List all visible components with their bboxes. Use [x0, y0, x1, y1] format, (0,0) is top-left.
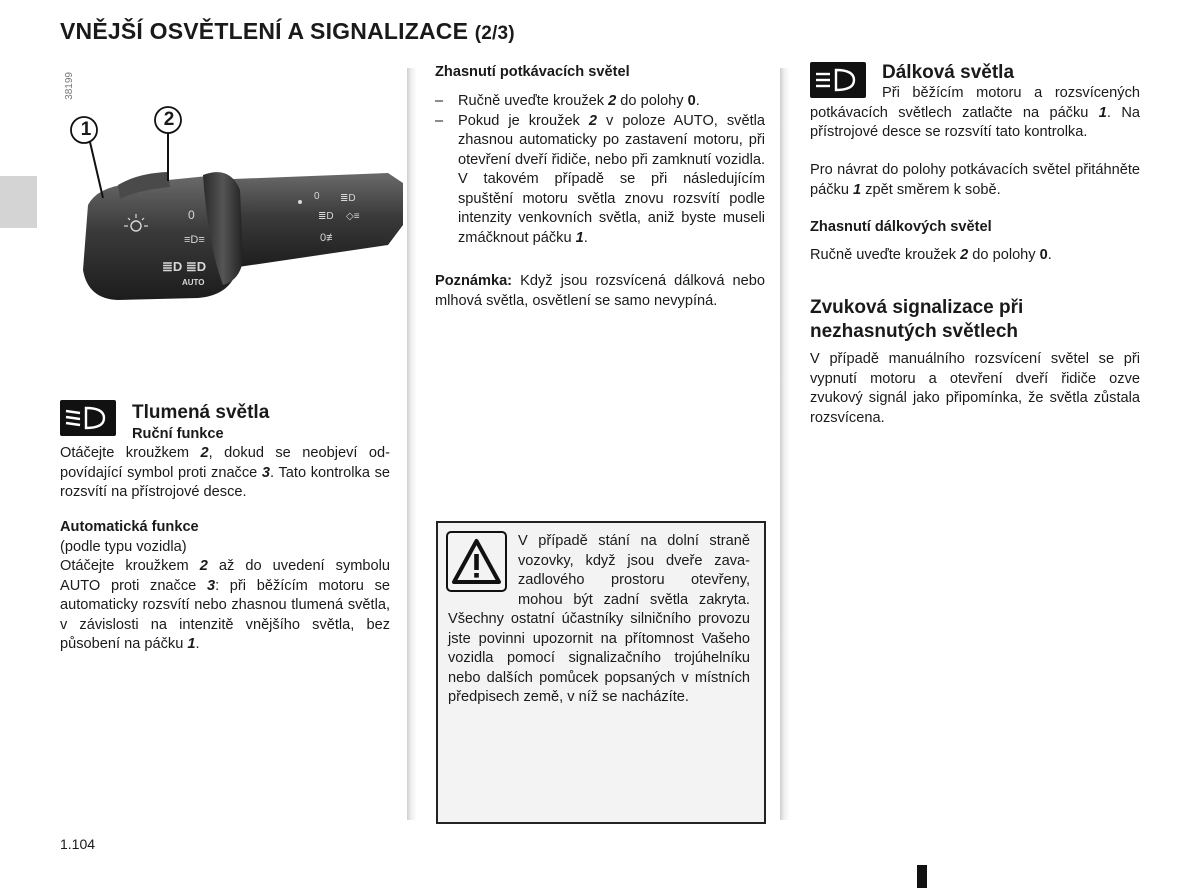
callout-2-label: 2 — [163, 109, 175, 130]
note-label: Poznámka: — [435, 273, 513, 289]
manual-function-heading: Ruční funkce — [132, 426, 224, 442]
svg-text:≣D: ≣D — [318, 211, 334, 222]
svg-text:0: 0 — [314, 191, 320, 202]
auto-function-heading: Automatická funkce — [60, 519, 199, 535]
page-title-text: VNĚJŠÍ OSVĚTLENÍ A SIGNALIZACE — [60, 18, 469, 44]
auto-function-note: (podle typu vozidla) — [60, 539, 187, 555]
switch-off-list — [435, 92, 765, 248]
chapter-tab — [0, 176, 37, 228]
high-beam-off-heading: Zhasnutí dálkových světel — [810, 219, 992, 235]
sound-signal-text: V případě manuálního rozsvícení světel se při vypnutí motoru a otevření dveří řidiče ozve zvukový signál jako připomínka, že světla zůstala rozsvícena. — [810, 351, 1140, 426]
figure-ref-number: 38199 — [64, 72, 75, 100]
stalk-body — [83, 172, 403, 300]
page-title — [60, 18, 515, 45]
callout-1-label: 1 — [80, 119, 92, 140]
note-text: Poznámka: Když jsou rozsvícená dálková nebo mlhová světla, osvětlení se samo nevypíná. — [435, 273, 765, 309]
corner-mark — [917, 865, 927, 888]
low-beam-heading: Tlumená světla — [132, 402, 270, 423]
light-switch-figure — [58, 95, 403, 310]
manual-function-text: Otáčejte kroužkem 2, dokud se neobjeví odpovídající symbol proti značce 3. Tato kontrolka se rozsvítí na přístrojové desce. — [60, 445, 391, 500]
list-item: – Ručně uveďte kroužek 2 do polohy 0. — [435, 92, 765, 112]
svg-text:0≢: 0≢ — [320, 232, 338, 244]
svg-text:0: 0 — [188, 208, 195, 222]
high-beam-off-text: Ručně uveďte kroužek 2 do polohy 0. — [810, 247, 1052, 263]
auto-function-text: Otáčejte kroužkem 2 až do uvedení symbolu AUTO proti značce 3: při běžícím motoru se automaticky rozsvítí nebo zhasnou tlumená světla, v závislosti na intenzitě vnějšího světla, bez působení na páčku 1. — [60, 558, 391, 652]
svg-text:≣D: ≣D — [340, 193, 356, 204]
svg-text:AUTO: AUTO — [182, 278, 205, 287]
page-number: 1.104 — [60, 836, 96, 852]
svg-text:◇≡: ◇≡ — [346, 211, 360, 222]
low-beam-headlight-icon — [60, 400, 116, 436]
high-beam-return-text: Pro návrat do polohy potkávacích světel přitáhněte páčku 1 zpět směrem k sobě. — [810, 162, 1140, 198]
sound-signal-heading: Zvuková signalizace při nezhasnutých světlech — [810, 297, 1024, 342]
high-beam-heading: Dálková světla — [882, 62, 1015, 83]
high-beam-text: Při běžícím motoru a rozsvícených potkávacích světlech zatlačte na páčku 1. Na přístrojové desce se rozsvítí tato kontrolka. — [810, 85, 1140, 140]
page-part: (2/3) — [474, 23, 515, 44]
warning-text: V případě stání na dolní straně vozovky, když jsou dveře zavazadlového prostoru otevřeny, mohou být zadní světla zakryta. Všechny ostatní účastníky silničního provozu jste povinni upozornit na přítomnost Vašeho vozidla pomocí signalizačního trojúhelníku nebo dalších pomůcek popsaných v místních předpisech země, v níž se nacházíte. — [448, 533, 750, 705]
svg-text:≣D ≣D: ≣D ≣D — [162, 259, 207, 274]
switch-off-heading: Zhasnutí potkávacích světel — [435, 64, 630, 80]
svg-text:≡D≡: ≡D≡ — [184, 234, 205, 246]
column-divider-right — [780, 68, 790, 820]
list-item: – Pokud je kroužek 2 v poloze AUTO, světla zhasnou automaticky po zastavení motoru, při otevření dveří řidiče, nebo při zamknutí vozidla. V takovém případě se při následujícím spuštění motoru světla znovu rozsvítí podle intenzity venkovních světla, aniž byste museli zmáčknout páčku 1. — [435, 112, 765, 249]
column-divider-left — [407, 68, 417, 820]
